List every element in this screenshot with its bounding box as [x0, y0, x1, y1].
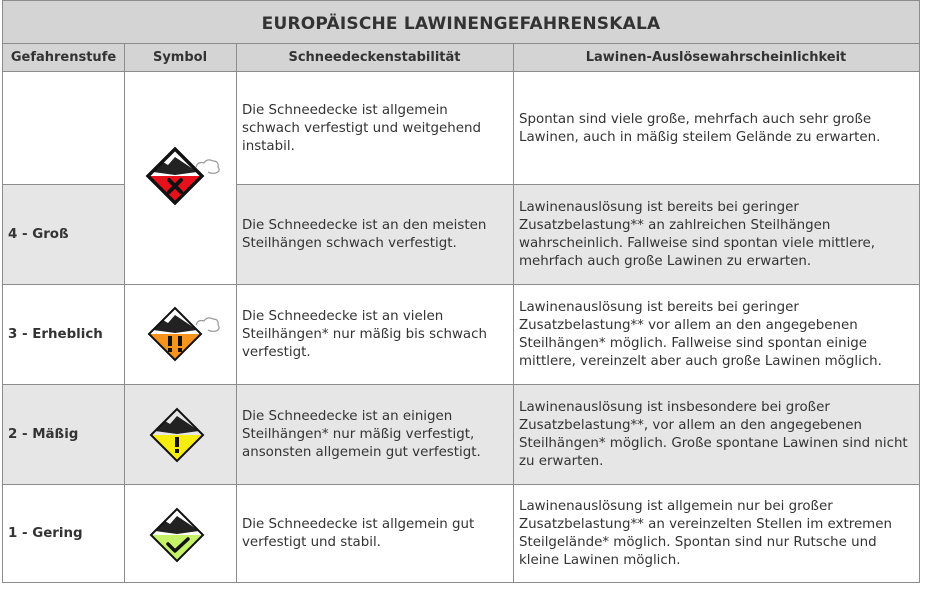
column-header-level: Gefahrenstufe [3, 44, 124, 72]
stability-cell: Die Schneedecke ist allgemein schwach verfestigt und weitgehend instabil. [242, 102, 482, 154]
stability-cell: Die Schneedecke ist an vielen Steilhängen* nur mäßig bis schwach verfestigt. [242, 309, 487, 360]
probability-cell: Lawinenauslösung ist allgemein nur bei großer Zusatzbelastung** an vereinzelten Stellen im extremen Steilgelände* möglich. Spontan sind nur Rutsche und kleine Lawinen möglich. [519, 498, 892, 568]
level-cell: 1 - Gering [8, 525, 83, 541]
column-header-stability: Schneedeckenstabilität [236, 44, 513, 72]
probability-cell: Lawinenauslösung ist insbesondere bei großer Zusatzbelastung**, vor allem an den angegebenen Steilhängen* möglich. Große spontane Lawinen sind nicht zu erwarten. [519, 400, 908, 469]
grid-line [3, 484, 919, 485]
danger-level-1-icon [146, 504, 210, 568]
danger-scale-table [2, 0, 920, 583]
grid-line [236, 44, 237, 582]
level-cell [3, 73, 124, 184]
probability-cell: Lawinenauslösung ist bereits bei geringer Zusatzbelastung** an zahlreichen Steilhängen wahrscheinlich. Fallweise sind spontan viele mittlere, mehrfach auch große Lawinen zu erwarten. [519, 200, 876, 269]
level-cell: 2 - Mäßig [8, 427, 79, 442]
table-title: EUROPÄISCHE LAWINENGEFAHRENSKALA [3, 1, 919, 44]
stability-cell: Die Schneedecke ist allgemein gut verfestigt und stabil. [242, 516, 475, 550]
grid-line [3, 384, 919, 385]
stability-cell: Die Schneedecke ist an einigen Steilhängen* nur mäßig verfestigt, ansonsten allgemein gut verfestigt. [242, 409, 481, 460]
danger-level-3-icon [144, 303, 226, 369]
probability-cell: Lawinenauslösung ist bereits bei geringer Zusatzbelastung** vor allem an den angegebenen Steilhängen* möglich. Fallweise sind spontan einige mittlere, vereinzelt aber auch große Lawinen möglich. [519, 300, 882, 369]
danger-level-2-icon [146, 404, 210, 468]
level-cell: 4 - Groß [8, 227, 69, 242]
column-header-symbol: Symbol [124, 44, 236, 72]
grid-line [236, 184, 919, 185]
column-header-probability: Lawinen-Auslösewahrscheinlichkeit [513, 44, 919, 72]
danger-level-4-5-icon [144, 145, 226, 211]
probability-cell: Spontan sind viele große, mehrfach auch sehr große Lawinen, auch in mäßig steilem Gelände zu erwarten. [519, 111, 881, 145]
level-cell: 3 - Erheblich [8, 327, 103, 342]
grid-line [124, 44, 125, 582]
stability-cell: Die Schneedecke ist an den meisten Steilhängen schwach verfestigt. [242, 218, 487, 251]
grid-line [3, 284, 919, 285]
grid-line [513, 44, 514, 582]
grid-line [3, 184, 124, 185]
